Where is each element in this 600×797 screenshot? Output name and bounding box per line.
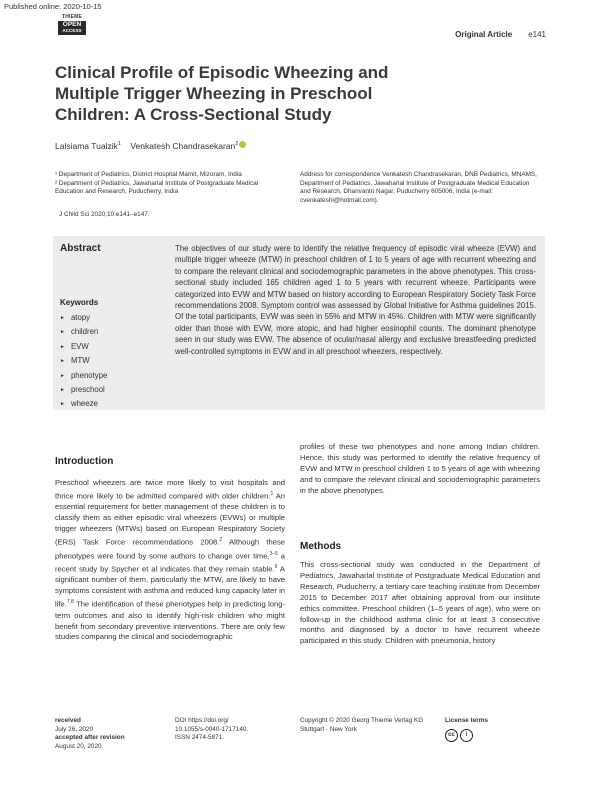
keywords-heading: Keywords — [60, 298, 99, 307]
orcid-icon[interactable] — [239, 141, 246, 148]
logo-line2: ACCESS — [62, 28, 82, 33]
received-label: received — [55, 717, 81, 724]
intro-text: A significant number of them, particularly the MTW, are likely to have symptoms consistent with asthma and reduced lung capacity later in life. — [55, 564, 285, 609]
received-date: July 26, 2020 — [55, 725, 94, 733]
doi-link[interactable]: https://doi.org/ — [188, 717, 229, 724]
author-list — [55, 141, 246, 151]
logo-box — [58, 21, 86, 35]
running-header — [455, 30, 546, 39]
introduction-continuation: profiles of these two phenotypes and none among Indian children. Hence, this study was performed to identify the relative frequency of EVW and MTW in preschool children 1 to 5 years of age with wheezing and to compare the relevant clinical and sociodemographic parameters in the above phenotypes. — [300, 442, 540, 495]
introduction-heading: Introduction — [55, 456, 114, 467]
article-type: Original Article — [455, 30, 513, 39]
citation-ref[interactable]: 3–5 — [269, 550, 278, 557]
cc-icon[interactable]: cc — [445, 729, 458, 742]
author-affil-sup: 1 — [117, 141, 121, 148]
keyword[interactable]: ► atopy — [60, 311, 107, 325]
affiliations — [55, 171, 285, 197]
logo-top-text: THIEME — [61, 14, 83, 20]
affiliation: ² Department of Pediatrics, Jawaharlal Institute of Postgraduate Medical Education and Research, Puducherry, India — [55, 179, 259, 196]
article-title: Clinical Profile of Episodic Wheezing and Multiple Trigger Wheezing in Preschool Children: A Cross-Sectional Study — [55, 63, 389, 124]
intro-text: a recent study by Spycher et al indicates that they remain stable. — [55, 551, 285, 574]
keyword[interactable]: ► EVW — [60, 340, 107, 354]
affiliation: ¹ Department of Pediatrics, District Hospital Mamit, Mizoram, India — [55, 171, 242, 178]
keyword[interactable]: ► phenotype — [60, 369, 107, 383]
accepted-date: August 20, 2020 — [55, 742, 102, 750]
keyword[interactable]: ► wheeze — [60, 397, 107, 411]
author-name: Lalsiama Tualzik — [55, 141, 118, 151]
author-name: Venkatesh Chandrasekaran — [130, 141, 236, 151]
accepted-label: accepted after revision — [55, 734, 125, 742]
introduction-body — [55, 478, 285, 643]
methods-body: This cross-sectional study was conducted in the Department of Pediatrics, Jawaharlal Institute of Postgraduate Medical Education and Research, Puducherry, a tertiary care teaching institute from December 2015 to December 2017 after obtaining approval from our institute ethics committee. Preschool children (1–5 years of age), who were on follow-up in the childhood asthma clinic for at least 3 consecutive months and diagnosed by a doctor to have recurrent wheeze participated in this study. Children with pneumonia, history — [300, 560, 540, 646]
license-label[interactable]: License terms — [445, 717, 488, 724]
abstract-text: The objectives of our study were to identify the relative frequency of episodic viral wheeze (EVW) and multiple trigger wheeze (MTW) in preschool children of 1 to 5 years of age with recurrent wheezing and to compare the relevant clinical and sociodemographic parameters in the above phenotypes. This cross-sectional study included 165 children aged 1 to 5 years with recurrent wheeze. Participants were categorized into EVW and MTW based on history according to European Respiratory Society Task Force recommendations 2008. Symptom control was assessed by Global Initiative for Asthma guidelines 2015. Of the total participants, EVW was seen in 55% and MTW in 45%. Children with MTW were significantly older than those with EVW, more atopic, and had higher eosinophil counts. The dominant phenotype seen in our study was EVW. The absence of ocular/nasal allergy and exclusive breastfeeding predicted well-controlled symptoms in EVW and in all preschool wheezers, respectively. — [175, 244, 536, 356]
doi-value: 10.1055/s-0040-1717140. — [175, 725, 249, 733]
intro-text: An essential requirement for better management of these children is to classify them as either episodic viral wheezers (EVWs) or multiple trigger wheezers (MTWs) based on European Respiratory Society (ERS) Task Force recommendations 2008. — [55, 491, 285, 547]
thieme-open-access-logo — [58, 14, 86, 43]
keyword[interactable]: ► children — [60, 325, 107, 339]
published-online-date: Published online: 2020-10-15 — [4, 2, 102, 11]
doi-label: DOI — [175, 717, 187, 724]
intro-text: Preschool wheezers are twice more likely to visit hospitals and thrice more likely to be admitted compared with older children. — [55, 478, 285, 501]
citation-ref[interactable]: 1 — [270, 490, 274, 497]
received-block — [55, 717, 155, 751]
correspondence-label: Address for correspondence — [300, 171, 381, 178]
citation-ref[interactable]: 2 — [219, 537, 223, 544]
keyword[interactable]: ► MTW — [60, 354, 107, 368]
abstract-heading: Abstract — [60, 243, 101, 254]
by-icon[interactable]: i — [460, 729, 473, 742]
author-affil-sup: 2 — [235, 141, 239, 148]
citation-ref[interactable]: 6 — [274, 563, 278, 570]
issn: ISSN 2474-5871. — [175, 734, 225, 742]
keyword[interactable]: ► preschool — [60, 383, 107, 397]
license-block — [445, 717, 545, 742]
page-number: e141 — [528, 30, 546, 39]
intro-text: The identification of these phenotypes help in predicting long-term outcomes and also to identify high-risk children who might benefit from secondary preventive interventions. There are only few studies comparing the clinical and sociodemographic — [55, 599, 285, 642]
correspondence-text: Venkatesh Chandrasekaran, DNB Pediatrics, MNAMS, Department of Pediatrics, Jawaharlal Institute of Postgraduate Medical Education and Research, Dhanvantri Nagar, Puducherry 605006, India (e-mail: cvenkateshl@hotmail.com). — [300, 171, 537, 204]
methods-heading: Methods — [300, 541, 342, 552]
copyright: Copyright © 2020 Georg Thieme Verlag KG Stuttgart · New York — [300, 717, 424, 733]
journal-citation: J Child Sci 2020;10:e141–e147. — [59, 211, 150, 218]
correspondence — [300, 171, 540, 205]
doi-block — [175, 717, 285, 743]
logo-line1: OPEN — [62, 21, 82, 28]
intro-text: Although these phenotypes were found by some authors to change over time, — [55, 537, 285, 561]
citation-ref[interactable]: 7,8 — [66, 599, 74, 606]
keyword-list — [60, 311, 107, 412]
